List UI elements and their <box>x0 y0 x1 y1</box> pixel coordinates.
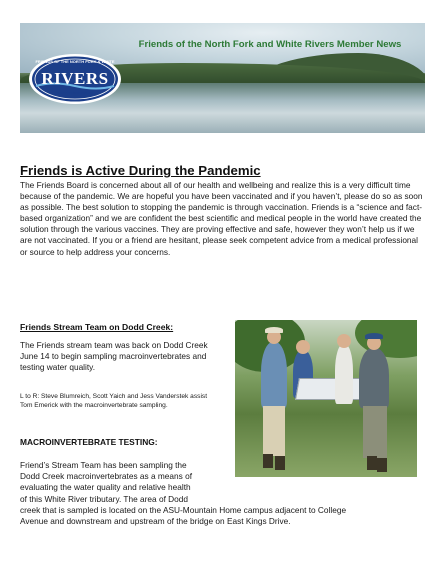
stream-team-heading: Friends Stream Team on Dodd Creek: <box>20 322 174 332</box>
photo-person <box>335 344 353 404</box>
macro-line: Dodd Creek macroinvertebrates as a means of <box>20 471 193 482</box>
article-intro-paragraph: The Friends Board is concerned about all of our health and wellbeing and realize this is a very difficult time because of the pandemic. We are hopeful you have been vaccinated and if you haven’t, please do so as soon as possible. The best solution to stopping the pandemic is through vaccination. Friends is a “science and fact-based organization” and we are confident the best scientific and medical people in the world have created the solution through the various vaccines. They are proving effective and safe, however they won’t help us if we are not vaccinated. If you or a friend are hesitant, please seek competent advice from a medical professional or source to help address your concerns. <box>20 180 423 257</box>
macro-line: evaluating the water quality and relative health <box>20 482 191 493</box>
macro-line: Avenue and downstream and upstream of the bridge on East Kings Drive. <box>20 516 291 527</box>
stream-team-photo <box>235 320 417 477</box>
logo-url: www.friendsofrivers.org <box>56 91 94 95</box>
photo-head <box>296 340 310 354</box>
macro-line: creek that is sampled is located on the ASU-Mountain Home campus adjacent to College <box>20 504 347 515</box>
photo-person <box>261 342 287 408</box>
article-title: Friends is Active During the Pandemic <box>20 163 261 178</box>
photo-person-legs <box>363 406 387 458</box>
macro-testing-heading: MACROINVERTEBRATE TESTING: <box>20 437 158 447</box>
logo-arc-text: FRIENDS OF THE NORTH FORK & WHITE <box>35 59 115 64</box>
photo-hat <box>265 327 283 333</box>
rivers-logo <box>28 53 122 105</box>
photo-hat <box>365 333 383 339</box>
photo-person-legs <box>263 406 285 456</box>
stream-team-paragraph: The Friends stream team was back on Dodd Creek June 14 to begin sampling macroinvertebrates and testing water quality. <box>20 340 208 373</box>
newsletter-title: Friends of the North Fork and White Rivers Member News <box>138 39 402 50</box>
photo-head <box>337 334 351 348</box>
macro-line: Friend’s Stream Team has been sampling the <box>20 460 187 470</box>
macro-testing-paragraph <box>20 460 430 527</box>
logo-wordmark: RIVERS <box>41 69 109 88</box>
photo-caption: L to R: Steve Blumreich, Scott Yaich and Jess Vanderstek assist Tom Emerick with the macroinvertebrate sampling. <box>20 393 208 409</box>
header-banner-photo <box>20 23 425 133</box>
macro-line: of this White River tributary. The area of Dodd <box>20 493 189 504</box>
photo-person <box>359 348 389 408</box>
